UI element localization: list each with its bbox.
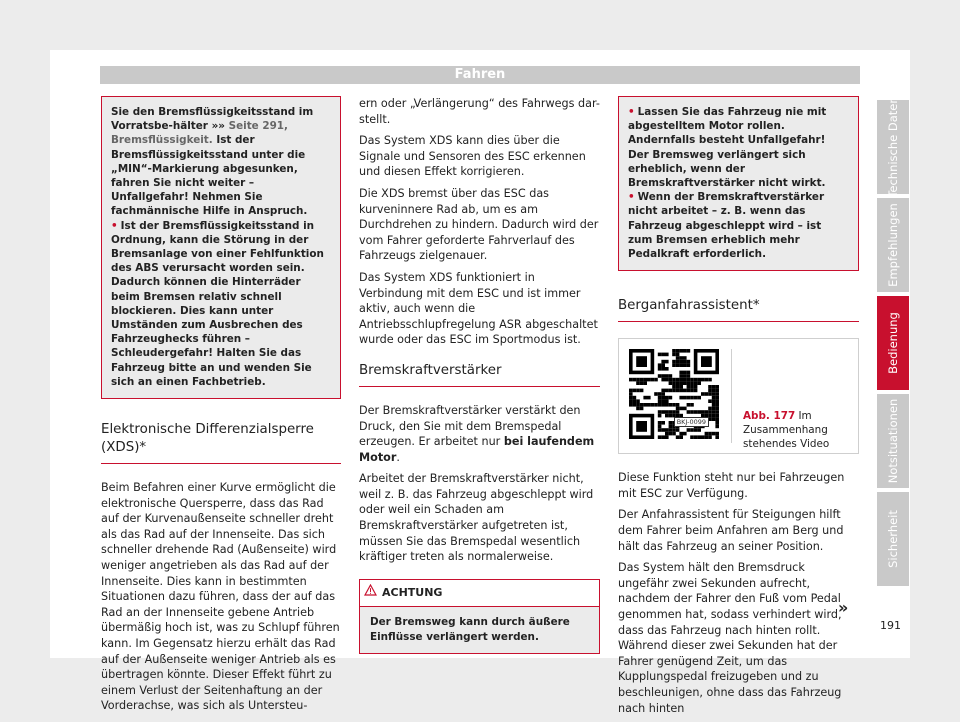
qr-module — [683, 364, 687, 368]
qr-module — [654, 392, 658, 396]
qr-module — [712, 407, 716, 411]
qr-module — [661, 374, 665, 378]
body-paragraph: Der Bremskraftverstärker verstärkt den Druck, den Sie mit dem Bremspedal erzeugen. Er arbeitet nur bei laufendem Motor. — [359, 403, 595, 464]
qr-module — [715, 418, 719, 422]
qr-module — [665, 403, 669, 407]
qr-module — [636, 389, 640, 393]
qr-module — [647, 378, 651, 382]
figure-caption-text: Im Zusammenhang stehendes Video — [743, 410, 830, 451]
qr-module — [661, 367, 665, 371]
qr-module — [715, 410, 719, 414]
qr-module — [651, 403, 655, 407]
qr-module — [665, 353, 669, 357]
warning-paragraph: Sie den Bremsflüssigkeitsstand im Vorratsbe-hälter »» Seite 291, Bremsflüssigkeit. Ist der Bremsflüssigkeitsstand unter die „MIN“-Markierung abgesunken, fahren Sie nicht weiter – Unfallgefahr! Nehmen Sie fachmännische Hilfe in Anspruch. — [111, 106, 314, 218]
qr-module — [712, 403, 716, 407]
body-paragraph: Das System XDS kann dies über die Signale und Sensoren des ESC erkennen und diesen Effekt korrigieren. — [359, 134, 586, 179]
qr-module — [708, 407, 712, 411]
qr-module — [705, 392, 709, 396]
qr-module — [658, 421, 662, 425]
qr-module — [665, 436, 669, 440]
qr-module — [672, 364, 676, 368]
warning-paragraph: • Lassen Sie das Fahrzeug nie mit abgestelltem Motor rollen. Andernfalls besteht Unfallgefahr! Der Bremsweg verlängert sich erheblich, wenn der Bremskraftverstärker nicht wirkt. — [628, 106, 827, 190]
qr-module — [712, 400, 716, 404]
qr-module — [669, 428, 673, 432]
qr-module — [629, 378, 633, 382]
qr-module — [679, 389, 683, 393]
qr-module — [683, 389, 687, 393]
qr-module — [661, 392, 665, 396]
qr-module — [672, 353, 676, 357]
qr-module — [661, 353, 665, 357]
qr-module — [640, 382, 644, 386]
qr-module — [676, 382, 680, 386]
qr-module — [701, 436, 705, 440]
qr-module — [683, 407, 687, 411]
qr-module — [658, 410, 662, 414]
qr-module — [687, 378, 691, 382]
qr-module — [697, 382, 701, 386]
qr-module — [669, 432, 673, 436]
qr-module — [687, 389, 691, 393]
qr-module — [669, 389, 673, 393]
qr-module — [683, 382, 687, 386]
qr-module — [661, 421, 665, 425]
qr-module — [708, 378, 712, 382]
qr-module — [676, 378, 680, 382]
achtung-header — [360, 580, 599, 608]
qr-module — [708, 392, 712, 396]
qr-module — [676, 353, 680, 357]
qr-code-label: BKJ-0099 — [674, 417, 709, 427]
qr-module — [683, 356, 687, 360]
qr-module — [665, 400, 669, 404]
qr-module — [669, 425, 673, 429]
qr-module — [694, 436, 698, 440]
qr-module — [658, 425, 662, 429]
qr-module — [694, 410, 698, 414]
qr-module — [687, 403, 691, 407]
qr-module — [715, 414, 719, 418]
qr-module — [636, 403, 640, 407]
qr-module — [679, 378, 683, 382]
qr-module — [715, 389, 719, 393]
qr-module — [712, 396, 716, 400]
qr-module — [679, 360, 683, 364]
qr-module — [669, 374, 673, 378]
qr-module — [712, 392, 716, 396]
qr-module — [690, 436, 694, 440]
qr-module — [658, 374, 662, 378]
qr-module — [658, 414, 662, 418]
qr-module — [697, 428, 701, 432]
body-paragraph: Das System XDS funktioniert in Verbindung mit dem ESC und ist immer aktiv, auch wenn die Antriebsschlupfregelung ASR abgeschaltet wurde oder das ESC im Sportmodus ist. — [359, 270, 598, 347]
qr-module — [665, 367, 669, 371]
qr-module — [676, 356, 680, 360]
qr-module — [683, 374, 687, 378]
qr-module — [708, 385, 712, 389]
tab-sicherheit[interactable]: Sicherheit — [877, 492, 909, 586]
qr-module — [687, 364, 691, 368]
section-title-berganfahrassistent: Berganfahrassistent* — [618, 297, 859, 322]
warning-box — [618, 96, 859, 271]
qr-module — [654, 403, 658, 407]
qr-module — [672, 382, 676, 386]
qr-module — [636, 378, 640, 382]
qr-module — [687, 428, 691, 432]
qr-module — [665, 378, 669, 382]
qr-module — [690, 403, 694, 407]
qr-module — [658, 428, 662, 432]
qr-module — [687, 374, 691, 378]
qr-module — [705, 410, 709, 414]
qr-module — [672, 385, 676, 389]
qr-module — [661, 403, 665, 407]
qr-module — [687, 349, 691, 353]
qr-module — [629, 396, 633, 400]
qr-module — [712, 432, 716, 436]
qr-module — [687, 360, 691, 364]
qr-module — [687, 371, 691, 375]
qr-module — [672, 410, 676, 414]
section-title-bremskraftverstaerker: Bremskraftverstärker — [359, 362, 600, 387]
qr-module — [643, 382, 647, 386]
qr-module — [661, 410, 665, 414]
qr-module — [658, 364, 662, 368]
qr-module — [690, 396, 694, 400]
qr-module — [715, 403, 719, 407]
qr-module — [708, 389, 712, 393]
qr-module — [690, 428, 694, 432]
qr-module — [715, 432, 719, 436]
qr-module — [665, 360, 669, 364]
qr-module — [676, 389, 680, 393]
qr-module — [665, 374, 669, 378]
continue-marker: » — [838, 598, 849, 617]
qr-module — [715, 407, 719, 411]
achtung-text: Der Bremsweg kann durch äußere Einflüsse verlängert werden. — [370, 616, 570, 643]
qr-module — [636, 407, 640, 411]
body-paragraph: Beim Befahren einer Kurve ermöglicht die elektronische Quersperre, dass das Rad auf der Kurvenaußenseite schneller dreht als das Rad auf der Innenseite. Das sich schneller drehende Rad (Außenseite) wird weniger angetrieben als das Rad auf der Innenseite. Dies kann in bestimmten Situationen dazu führen, dass der auf das Rad an der Innenseite gebene Antrieb übermäßig hoch ist, was zu Schlupf führen kann. Im Gegensatz hierzu erhält das Rad auf der Außenseite weniger Antrieb als es übertragen könnte. Dieser Effekt führt zu einem Verlust der Seitenhaftung an der Vorderachse, was sich als Untersteu- — [101, 481, 340, 713]
qr-module — [701, 392, 705, 396]
qr-module — [661, 389, 665, 393]
qr-module — [712, 385, 716, 389]
qr-module — [665, 432, 669, 436]
qr-module — [701, 356, 712, 367]
qr-module — [712, 418, 716, 422]
qr-module — [661, 400, 665, 404]
qr-module — [679, 371, 683, 375]
qr-module — [672, 403, 676, 407]
qr-module — [705, 436, 709, 440]
qr-module — [694, 428, 698, 432]
qr-module — [708, 410, 712, 414]
qr-module — [661, 378, 665, 382]
qr-module — [658, 400, 662, 404]
qr-module — [705, 432, 709, 436]
body-paragraph: Die XDS bremst über das ESC das kurveninnere Rad ab, um es am Durchdrehen zu hindern. Dadurch wird der vom Fahrer geforderte Fahrverlauf des Fahrzeugs zielgenauer. — [359, 186, 599, 263]
qr-module — [694, 382, 698, 386]
achtung-label: ACHTUNG — [382, 585, 443, 599]
qr-module — [679, 407, 683, 411]
qr-module — [672, 378, 676, 382]
qr-module — [676, 364, 680, 368]
column-2 — [359, 96, 600, 654]
warning-paragraph: • Wenn der Bremskraftverstärker nicht arbeitet – z. B. wenn das Fahrzeug abgeschleppt wird – ist zum Bremsen erheblich mehr Pedalkraft erforderlich. — [628, 191, 825, 261]
qr-module — [636, 421, 647, 432]
qr-module — [661, 436, 665, 440]
qr-module — [658, 353, 662, 357]
qr-module — [676, 428, 680, 432]
qr-module — [676, 410, 680, 414]
qr-module — [658, 436, 662, 440]
qr-module — [643, 378, 647, 382]
qr-module — [640, 403, 644, 407]
qr-module — [676, 407, 680, 411]
qr-module — [694, 385, 698, 389]
qr-module — [676, 349, 680, 353]
qr-module — [643, 396, 647, 400]
qr-module — [708, 436, 712, 440]
qr-module — [701, 378, 705, 382]
qr-module — [715, 396, 719, 400]
warning-triangle-icon — [364, 584, 377, 596]
qr-module — [629, 400, 633, 404]
qr-module — [679, 374, 683, 378]
qr-module — [633, 403, 637, 407]
qr-module — [665, 396, 669, 400]
qr-module — [715, 421, 719, 425]
qr-module — [633, 378, 637, 382]
qr-module — [679, 349, 683, 353]
qr-module — [679, 436, 683, 440]
body-paragraph: Diese Funktion steht nur bei Fahrzeugen mit ESC zur Verfügung. — [618, 471, 845, 500]
qr-module — [658, 392, 662, 396]
qr-module — [669, 378, 673, 382]
qr-module — [705, 378, 709, 382]
qr-module — [669, 421, 673, 425]
qr-module — [683, 360, 687, 364]
qr-module — [636, 400, 640, 404]
qr-module — [676, 385, 680, 389]
qr-module — [651, 378, 655, 382]
qr-module — [687, 396, 691, 400]
qr-module — [679, 385, 683, 389]
qr-module — [647, 403, 651, 407]
qr-module — [672, 389, 676, 393]
qr-module — [715, 400, 719, 404]
qr-module — [672, 349, 676, 353]
qr-module — [669, 403, 673, 407]
tab-empfehlungen[interactable]: Empfehlungen — [877, 198, 909, 292]
qr-code-image[interactable] — [629, 349, 732, 443]
qr-module — [687, 410, 691, 414]
tab-notsituationen[interactable]: Notsituationen — [877, 394, 909, 488]
qr-module — [701, 410, 705, 414]
qr-module — [694, 378, 698, 382]
qr-module — [687, 382, 691, 386]
qr-module — [679, 382, 683, 386]
qr-module — [697, 396, 701, 400]
qr-module — [643, 403, 647, 407]
figure-177 — [618, 338, 859, 454]
page-number: 191 — [880, 619, 901, 632]
qr-module — [676, 403, 680, 407]
qr-module — [690, 382, 694, 386]
qr-module — [640, 407, 644, 411]
qr-module — [715, 385, 719, 389]
qr-module — [665, 428, 669, 432]
qr-module — [658, 403, 662, 407]
qr-module — [640, 389, 644, 393]
qr-module — [654, 378, 658, 382]
qr-module — [665, 410, 669, 414]
qr-module — [633, 400, 637, 404]
qr-module — [690, 385, 694, 389]
qr-module — [708, 400, 712, 404]
qr-module — [661, 360, 665, 364]
bullet-icon: • — [111, 219, 118, 232]
warning-box-continued — [101, 96, 341, 399]
qr-module — [694, 396, 698, 400]
column-1 — [101, 96, 341, 720]
qr-module — [661, 364, 665, 368]
qr-module — [683, 349, 687, 353]
qr-module — [690, 410, 694, 414]
qr-module — [661, 428, 665, 432]
qr-module — [683, 378, 687, 382]
qr-module — [658, 367, 662, 371]
qr-module — [629, 389, 633, 393]
qr-module — [665, 389, 669, 393]
qr-module — [697, 410, 701, 414]
bullet-icon: • — [628, 191, 635, 204]
figure-label: Abb. 177 — [743, 410, 796, 423]
qr-module — [708, 432, 712, 436]
qr-module — [715, 392, 719, 396]
qr-module — [636, 382, 640, 386]
tab-technische-daten[interactable]: Technische Daten — [877, 100, 909, 194]
achtung-box — [359, 579, 600, 654]
qr-module — [687, 385, 691, 389]
qr-module — [629, 392, 633, 396]
body-paragraph: Das System hält den Bremsdruck ungefähr zwei Sekunden aufrecht, nachdem der Fahrer den Fuß vom Pedal genommen hat, sodass verhindert wird, dass das Fahrzeug nach hinten rollt. Während dieser zwei Sekunden hat der Fahrer genügend Zeit, um das Kupplungspedal freizugeben und zu beschleunigen, ohne dass das Fahrzeug nach hinten — [618, 561, 842, 715]
qr-module — [647, 396, 651, 400]
qr-module — [669, 382, 673, 386]
section-title-xds: Elektronische Differenzialsperre (XDS)* — [101, 421, 341, 464]
figure-caption — [743, 409, 855, 451]
qr-module — [676, 360, 680, 364]
column-3 — [618, 96, 859, 722]
qr-module — [712, 414, 716, 418]
qr-module — [672, 360, 676, 364]
qr-module — [679, 364, 683, 368]
qr-module — [712, 410, 716, 414]
qr-module — [629, 403, 633, 407]
qr-module — [712, 389, 716, 393]
qr-module — [679, 432, 683, 436]
qr-module — [679, 396, 683, 400]
bullet-icon: • — [628, 106, 635, 118]
qr-module — [679, 356, 683, 360]
tab-bedienung[interactable]: Bedienung — [877, 296, 909, 390]
qr-module — [694, 389, 698, 393]
qr-module — [697, 378, 701, 382]
qr-module — [636, 356, 647, 367]
qr-module — [715, 425, 719, 429]
qr-module — [715, 436, 719, 440]
qr-module — [690, 378, 694, 382]
qr-module — [669, 414, 673, 418]
arrow-ref-icon: »» — [211, 120, 225, 133]
qr-module — [633, 389, 637, 393]
warning-paragraph: • Ist der Bremsflüssigkeitsstand in Ordnung, kann die Störung in der Bremsanlage von einer Fehlfunktion des ABS verursacht worden sein. Dadurch können die Hinterräder beim Bremsen relativ schnell blockieren. Dies kann unter Umständen zum Ausbrechen des Fahrzeughecks führen – Schleudergefahr! Halten Sie das Fahrzeug bitte an und wenden Sie sich an einen Fachbetrieb. — [111, 219, 324, 388]
body-paragraph: Der Anfahrassistent für Steigungen hilft dem Fahrer beim Anfahren am Berg und hält das Fahrzeug an seiner Position. — [618, 508, 844, 553]
qr-module — [633, 396, 637, 400]
qr-module — [661, 396, 665, 400]
body-paragraph: Arbeitet der Bremskraftverstärker nicht, weil z. B. das Fahrzeug abgeschleppt wird oder weil ein Schaden am Bremskraftverstärker aufgetreten ist, müssen Sie das Bremspedal wesentlich kräftiger treten als normalerweise. — [359, 472, 594, 564]
qr-module — [676, 436, 680, 440]
page-reference-link[interactable]: Seite 291, Bremsflüssigkeit. — [111, 120, 288, 147]
page-header: Fahren — [100, 66, 860, 84]
body-paragraph: ern oder „Verlängerung“ des Fahrwegs dar-stellt. — [359, 97, 600, 126]
qr-module — [669, 410, 673, 414]
qr-module — [697, 436, 701, 440]
qr-module — [665, 414, 669, 418]
qr-module — [672, 428, 676, 432]
qr-module — [683, 432, 687, 436]
qr-module — [658, 396, 662, 400]
qr-module — [672, 432, 676, 436]
qr-module — [669, 396, 673, 400]
qr-module — [690, 389, 694, 393]
qr-module — [683, 371, 687, 375]
qr-module — [683, 396, 687, 400]
qr-module — [640, 378, 644, 382]
